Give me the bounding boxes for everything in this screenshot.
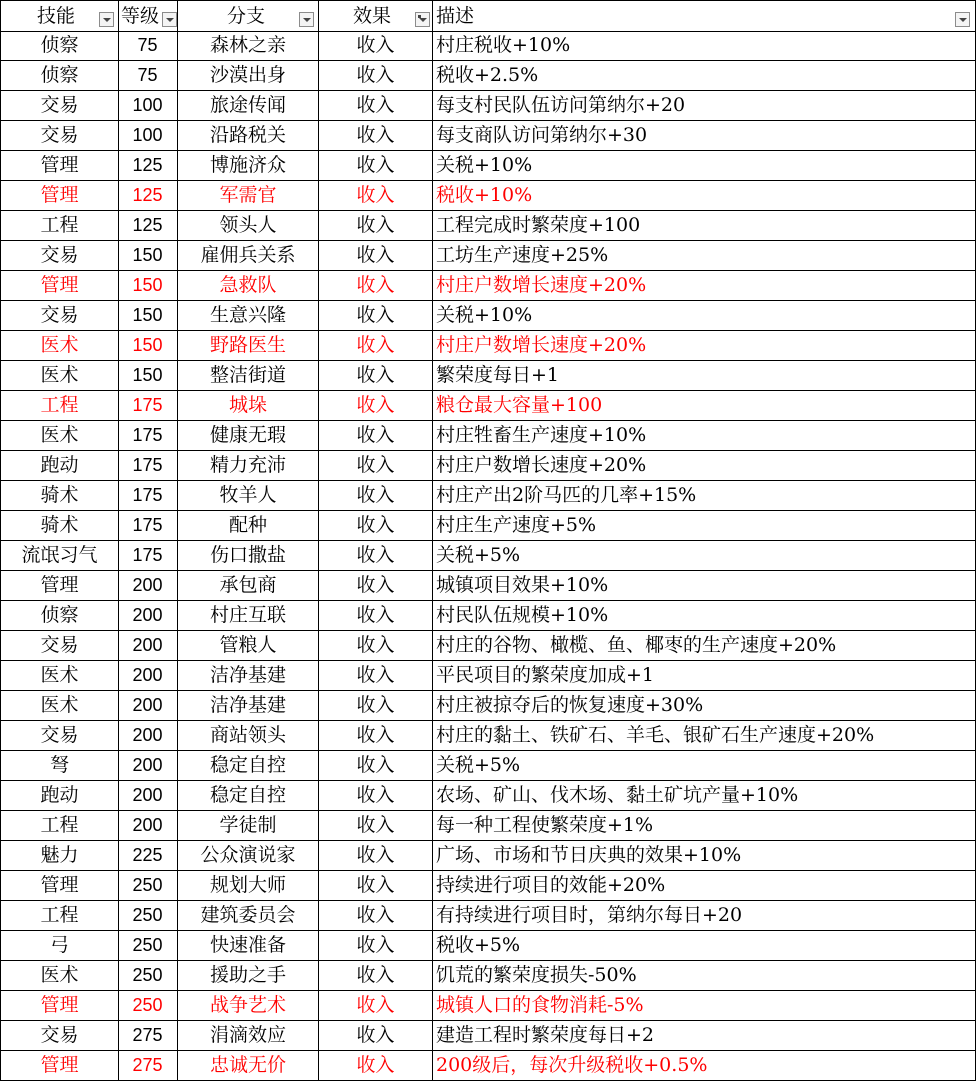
table-row: [0, 601, 976, 631]
skill-cell[interactable]: 工程: [0, 211, 119, 241]
effect-cell[interactable]: 收入: [319, 91, 433, 121]
table-row: [0, 811, 976, 841]
branch-cell[interactable]: 整洁街道: [178, 361, 319, 391]
branch-cell[interactable]: 城垛: [178, 391, 319, 421]
skill-cell[interactable]: 跑动: [0, 451, 119, 481]
level-cell[interactable]: 175: [118, 391, 178, 421]
skill-cell[interactable]: 管理: [0, 871, 119, 901]
branch-cell[interactable]: 村庄互联: [178, 601, 319, 631]
table-row: [0, 241, 976, 271]
branch-cell[interactable]: 沙漠出身: [178, 61, 319, 91]
table-row: [0, 991, 976, 1021]
branch-cell[interactable]: 伤口撒盐: [178, 541, 319, 571]
branch-cell[interactable]: 涓滴效应: [178, 1021, 319, 1051]
level-cell[interactable]: 200: [118, 571, 178, 601]
skill-cell[interactable]: 交易: [0, 91, 119, 121]
level-cell[interactable]: 200: [118, 751, 178, 781]
skill-cell[interactable]: 交易: [0, 631, 119, 661]
branch-cell[interactable]: 生意兴隆: [178, 301, 319, 331]
skill-cell[interactable]: 管理: [0, 151, 119, 181]
effect-cell[interactable]: 收入: [319, 751, 433, 781]
level-cell[interactable]: 125: [118, 211, 178, 241]
description-cell[interactable]: 持续进行项目的效能+20%: [433, 871, 976, 901]
level-cell[interactable]: 75: [118, 61, 178, 91]
description-cell[interactable]: 每支商队访问第纳尔+30: [433, 121, 976, 151]
table-row: [0, 301, 976, 331]
header-description-label: 描述: [436, 5, 475, 27]
effect-cell[interactable]: 收入: [319, 211, 433, 241]
effect-cell[interactable]: 收入: [319, 61, 433, 91]
description-cell[interactable]: 建造工程时繁荣度每日+2: [433, 1021, 976, 1051]
description-cell[interactable]: 关税+10%: [433, 151, 976, 181]
branch-cell[interactable]: 洁净基建: [178, 691, 319, 721]
effect-cell[interactable]: 收入: [319, 1021, 433, 1051]
level-cell[interactable]: 150: [118, 301, 178, 331]
description-cell[interactable]: 村民队伍规模+10%: [433, 601, 976, 631]
header-branch[interactable]: [178, 0, 319, 32]
table-row: [0, 901, 976, 931]
skill-cell[interactable]: 医术: [0, 361, 119, 391]
description-cell[interactable]: 城镇项目效果+10%: [433, 571, 976, 601]
branch-cell[interactable]: 领头人: [178, 211, 319, 241]
effect-cell[interactable]: 收入: [319, 871, 433, 901]
branch-cell[interactable]: 沿路税关: [178, 121, 319, 151]
skill-cell[interactable]: 交易: [0, 721, 119, 751]
header-description[interactable]: [433, 0, 976, 32]
branch-cell[interactable]: 精力充沛: [178, 451, 319, 481]
branch-cell[interactable]: 急救队: [178, 271, 319, 301]
header-skill[interactable]: [0, 0, 119, 32]
description-cell[interactable]: 广场、市场和节日庆典的效果+10%: [433, 841, 976, 871]
table-row: [0, 751, 976, 781]
level-cell[interactable]: 250: [118, 991, 178, 1021]
branch-cell[interactable]: 学徒制: [178, 811, 319, 841]
description-cell[interactable]: 关税+5%: [433, 541, 976, 571]
effect-cell[interactable]: 收入: [319, 931, 433, 961]
skill-cell[interactable]: 工程: [0, 811, 119, 841]
description-cell[interactable]: 关税+10%: [433, 301, 976, 331]
skill-cell[interactable]: 医术: [0, 421, 119, 451]
description-cell[interactable]: 每一种工程使繁荣度+1%: [433, 811, 976, 841]
table-row: [0, 91, 976, 121]
description-cell[interactable]: 村庄户数增长速度+20%: [433, 331, 976, 361]
effect-cell[interactable]: 收入: [319, 301, 433, 331]
branch-cell[interactable]: 稳定自控: [178, 751, 319, 781]
level-cell[interactable]: 200: [118, 811, 178, 841]
description-cell[interactable]: 有持续进行项目时，第纳尔每日+20: [433, 901, 976, 931]
level-cell[interactable]: 175: [118, 421, 178, 451]
description-cell[interactable]: 村庄的谷物、橄榄、鱼、椰枣的生产速度+20%: [433, 631, 976, 661]
table-row: [0, 331, 976, 361]
level-cell[interactable]: 150: [118, 361, 178, 391]
table-row: [0, 961, 976, 991]
header-skill-label: 技能: [37, 5, 76, 27]
skill-cell[interactable]: 弩: [0, 751, 119, 781]
skill-cell[interactable]: 弓: [0, 931, 119, 961]
effect-cell[interactable]: 收入: [319, 781, 433, 811]
table-row: [0, 631, 976, 661]
table-row: [0, 931, 976, 961]
branch-cell[interactable]: 健康无瑕: [178, 421, 319, 451]
branch-cell[interactable]: 森林之亲: [178, 31, 319, 61]
effect-cell[interactable]: 收入: [319, 841, 433, 871]
level-cell[interactable]: 150: [118, 241, 178, 271]
effect-cell[interactable]: 收入: [319, 361, 433, 391]
header-effect[interactable]: [319, 0, 433, 32]
table-row: [0, 211, 976, 241]
table-row: [0, 571, 976, 601]
level-cell[interactable]: 200: [118, 721, 178, 751]
effect-cell[interactable]: 收入: [319, 811, 433, 841]
skill-cell[interactable]: 骑术: [0, 481, 119, 511]
table-row: [0, 511, 976, 541]
table-row: [0, 271, 976, 301]
description-cell[interactable]: 村庄被掠夺后的恢复速度+30%: [433, 691, 976, 721]
description-cell[interactable]: 税收+2.5%: [433, 61, 976, 91]
table-row: [0, 841, 976, 871]
branch-cell[interactable]: 雇佣兵关系: [178, 241, 319, 271]
level-cell[interactable]: 250: [118, 931, 178, 961]
description-cell[interactable]: 村庄产出2阶马匹的几率+15%: [433, 481, 976, 511]
branch-cell[interactable]: 洁净基建: [178, 661, 319, 691]
branch-cell[interactable]: 快速准备: [178, 931, 319, 961]
effect-cell[interactable]: 收入: [319, 421, 433, 451]
table-row: [0, 481, 976, 511]
branch-cell[interactable]: 稳定自控: [178, 781, 319, 811]
table-row: [0, 1021, 976, 1051]
skill-cell[interactable]: 管理: [0, 181, 119, 211]
skill-cell[interactable]: 医术: [0, 961, 119, 991]
level-cell[interactable]: 250: [118, 901, 178, 931]
level-cell[interactable]: 175: [118, 481, 178, 511]
branch-cell[interactable]: 管粮人: [178, 631, 319, 661]
table-row: [0, 31, 976, 61]
level-cell[interactable]: 200: [118, 661, 178, 691]
branch-cell[interactable]: 牧羊人: [178, 481, 319, 511]
effect-cell[interactable]: 收入: [319, 151, 433, 181]
description-cell[interactable]: 村庄户数增长速度+20%: [433, 451, 976, 481]
description-cell[interactable]: 200级后，每次升级税收+0.5%: [433, 1051, 976, 1081]
level-cell[interactable]: 175: [118, 511, 178, 541]
effect-cell[interactable]: 收入: [319, 271, 433, 301]
skill-cell[interactable]: 医术: [0, 331, 119, 361]
skill-cell[interactable]: 工程: [0, 391, 119, 421]
branch-cell[interactable]: 建筑委员会: [178, 901, 319, 931]
filter-description-button[interactable]: [955, 12, 970, 27]
skill-cell[interactable]: 医术: [0, 691, 119, 721]
level-cell[interactable]: 250: [118, 961, 178, 991]
skill-cell[interactable]: 侦察: [0, 31, 119, 61]
description-cell[interactable]: 粮仓最大容量+100: [433, 391, 976, 421]
table-row: [0, 871, 976, 901]
level-cell[interactable]: 200: [118, 691, 178, 721]
description-cell[interactable]: 村庄户数增长速度+20%: [433, 271, 976, 301]
branch-cell[interactable]: 承包商: [178, 571, 319, 601]
table-row: [0, 361, 976, 391]
effect-cell[interactable]: 收入: [319, 721, 433, 751]
skill-cell[interactable]: 医术: [0, 661, 119, 691]
description-cell[interactable]: 城镇人口的食物消耗-5%: [433, 991, 976, 1021]
effect-cell[interactable]: 收入: [319, 451, 433, 481]
branch-cell[interactable]: 博施济众: [178, 151, 319, 181]
level-cell[interactable]: 200: [118, 601, 178, 631]
branch-cell[interactable]: 公众演说家: [178, 841, 319, 871]
level-cell[interactable]: 275: [118, 1021, 178, 1051]
level-cell[interactable]: 275: [118, 1051, 178, 1081]
header-level[interactable]: [118, 0, 178, 32]
filter-skill-button[interactable]: [99, 12, 114, 27]
skill-cell[interactable]: 管理: [0, 571, 119, 601]
skill-cell[interactable]: 骑术: [0, 511, 119, 541]
table-row: [0, 391, 976, 421]
effect-cell[interactable]: 收入: [319, 961, 433, 991]
level-cell[interactable]: 200: [118, 631, 178, 661]
description-cell[interactable]: 村庄牲畜生产速度+10%: [433, 421, 976, 451]
table-row: [0, 1051, 976, 1081]
branch-cell[interactable]: 忠诚无价: [178, 1051, 319, 1081]
effect-cell[interactable]: 收入: [319, 331, 433, 361]
table-row: [0, 61, 976, 91]
table-row: [0, 181, 976, 211]
level-cell[interactable]: 125: [118, 151, 178, 181]
description-cell[interactable]: 每支村民队伍访问第纳尔+20: [433, 91, 976, 121]
effect-cell[interactable]: 收入: [319, 121, 433, 151]
description-cell[interactable]: 税收+5%: [433, 931, 976, 961]
effect-cell[interactable]: 收入: [319, 691, 433, 721]
branch-cell[interactable]: 配种: [178, 511, 319, 541]
level-cell[interactable]: 100: [118, 91, 178, 121]
effect-cell[interactable]: 收入: [319, 661, 433, 691]
table-row: [0, 691, 976, 721]
header-level-label: 等级: [121, 5, 160, 27]
description-cell[interactable]: 工坊生产速度+25%: [433, 241, 976, 271]
skill-cell[interactable]: 交易: [0, 1021, 119, 1051]
level-cell[interactable]: 200: [118, 781, 178, 811]
table-row: [0, 781, 976, 811]
skill-cell[interactable]: 交易: [0, 241, 119, 271]
branch-cell[interactable]: 战争艺术: [178, 991, 319, 1021]
level-cell[interactable]: 250: [118, 871, 178, 901]
branch-cell[interactable]: 商站领头: [178, 721, 319, 751]
level-cell[interactable]: 225: [118, 841, 178, 871]
skill-cell[interactable]: 管理: [0, 1051, 119, 1081]
level-cell[interactable]: 150: [118, 331, 178, 361]
branch-cell[interactable]: 援助之手: [178, 961, 319, 991]
effect-cell[interactable]: 收入: [319, 481, 433, 511]
effect-cell[interactable]: 收入: [319, 631, 433, 661]
skill-cell[interactable]: 交易: [0, 121, 119, 151]
description-cell[interactable]: 农场、矿山、伐木场、黏土矿坑产量+10%: [433, 781, 976, 811]
skill-cell[interactable]: 管理: [0, 991, 119, 1021]
description-cell[interactable]: 工程完成时繁荣度+100: [433, 211, 976, 241]
table-row: [0, 121, 976, 151]
branch-cell[interactable]: 野路医生: [178, 331, 319, 361]
filter-level-button[interactable]: [162, 12, 177, 27]
description-cell[interactable]: 饥荒的繁荣度损失-50%: [433, 961, 976, 991]
table-row: [0, 151, 976, 181]
effect-cell[interactable]: 收入: [319, 1051, 433, 1081]
table-row: [0, 451, 976, 481]
table-row: [0, 661, 976, 691]
skill-cell[interactable]: 魅力: [0, 841, 119, 871]
description-cell[interactable]: 村庄生产速度+5%: [433, 511, 976, 541]
effect-cell[interactable]: 收入: [319, 391, 433, 421]
description-cell[interactable]: 平民项目的繁荣度加成+1: [433, 661, 976, 691]
effect-cell[interactable]: 收入: [319, 571, 433, 601]
description-cell[interactable]: 繁荣度每日+1: [433, 361, 976, 391]
skill-cell[interactable]: 工程: [0, 901, 119, 931]
skill-cell[interactable]: 侦察: [0, 61, 119, 91]
table-row: [0, 541, 976, 571]
level-cell[interactable]: 175: [118, 541, 178, 571]
filter-effect-button[interactable]: [415, 12, 430, 27]
effect-cell[interactable]: 收入: [319, 901, 433, 931]
effect-cell[interactable]: 收入: [319, 511, 433, 541]
level-cell[interactable]: 100: [118, 121, 178, 151]
description-cell[interactable]: 税收+10%: [433, 181, 976, 211]
header-branch-label: 分支: [227, 5, 266, 27]
effect-cell[interactable]: 收入: [319, 31, 433, 61]
branch-cell[interactable]: 旅途传闻: [178, 91, 319, 121]
effect-cell[interactable]: 收入: [319, 241, 433, 271]
table-row: [0, 721, 976, 751]
description-cell[interactable]: 关税+5%: [433, 751, 976, 781]
header-row: [0, 1, 976, 31]
effect-cell[interactable]: 收入: [319, 991, 433, 1021]
effect-cell[interactable]: 收入: [319, 181, 433, 211]
skill-cell[interactable]: 管理: [0, 271, 119, 301]
level-cell[interactable]: 75: [118, 31, 178, 61]
level-cell[interactable]: 175: [118, 451, 178, 481]
skill-cell[interactable]: 流氓习气: [0, 541, 119, 571]
filter-branch-button[interactable]: [299, 12, 314, 27]
branch-cell[interactable]: 军需官: [178, 181, 319, 211]
header-effect-label: 效果: [353, 5, 392, 27]
description-cell[interactable]: 村庄税收+10%: [433, 31, 976, 61]
description-cell[interactable]: 村庄的黏土、铁矿石、羊毛、银矿石生产速度+20%: [433, 721, 976, 751]
skill-cell[interactable]: 跑动: [0, 781, 119, 811]
table-row: [0, 421, 976, 451]
level-cell[interactable]: 150: [118, 271, 178, 301]
effect-cell[interactable]: 收入: [319, 601, 433, 631]
skill-cell[interactable]: 侦察: [0, 601, 119, 631]
branch-cell[interactable]: 规划大师: [178, 871, 319, 901]
skill-cell[interactable]: 交易: [0, 301, 119, 331]
effect-cell[interactable]: 收入: [319, 541, 433, 571]
level-cell[interactable]: 125: [118, 181, 178, 211]
